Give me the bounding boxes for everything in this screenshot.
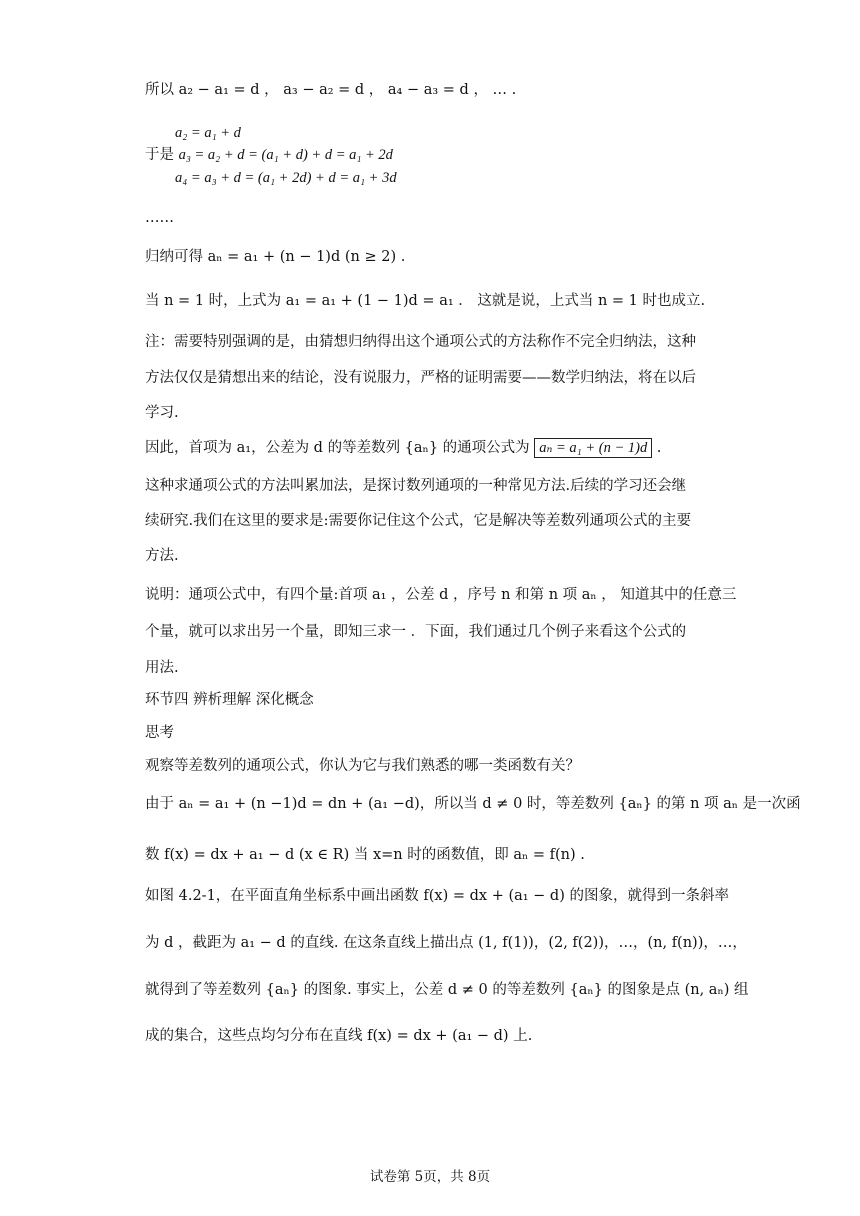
method-line-3: 方法. (145, 548, 179, 564)
formula-statement-text: 因此，首项为 a₁，公差为 d 的等差数列 {aₙ} 的通项公式为 (145, 440, 535, 456)
equation-line-2 (145, 145, 393, 165)
graph-line-3: 就得到了等差数列 {aₙ} 的图象. 事实上，公差 d ≠ 0 的等差数列 {aₙ} 的图象是点 (n, aₙ) 组 (145, 982, 749, 998)
note-line-2: 方法仅仅是猜想出来的结论，没有说服力，严格的证明需要——数学归纳法，将在以后 (145, 370, 696, 386)
graph-line-1: 如图 4.2-1，在平面直角坐标系中画出函数 f(x) = dx + (a₁ − d) 的图象，就得到一条斜率 (145, 888, 729, 904)
equation-prefix: 于是 (145, 147, 179, 163)
equation-line-3: a₄ = a₃ + d = (a₁ + 2d) + d = a₁ + 3d (175, 170, 397, 186)
graph-line-2: 为 d ，截距为 a₁ − d 的直线. 在这条直线上描出点 (1, f(1))，(2, f(2))，…，(n, f(n))，…， (145, 935, 747, 951)
section-heading: 环节四 辨析理解 深化概念 (145, 692, 314, 708)
explain-line-1: 说明：通项公式中，有四个量:首项 a₁ ，公差 d ，序号 n 和第 n 项 aₙ ， 知道其中的任意三 (145, 587, 737, 603)
note-line-1: 注：需要特别强调的是，由猜想归纳得出这个通项公式的方法称作不完全归纳法，这种 (145, 334, 696, 350)
page-footer: 试卷第 5页，共 8页 (369, 1169, 491, 1185)
formula-statement-end: . (652, 440, 662, 456)
think-heading: 思考 (145, 725, 174, 741)
text-line-n-equals-1: 当 n = 1 时，上式为 a₁ = a₁ + (1 − 1)d = a₁ ． 这就是说，上式当 n = 1 时也成立. (145, 293, 706, 309)
text-line-1: 所以 a₂ − a₁ = d ， a₃ − a₂ = d ， a₄ − a₃ = d ， … . (145, 82, 517, 98)
formula-statement (145, 438, 661, 458)
analysis-line-1: 由于 aₙ = a₁ + (n −1)d = dn + (a₁ −d)，所以当 d ≠ 0 时，等差数列 {aₙ} 的第 n 项 aₙ 是一次函 (145, 796, 801, 812)
equation-body: a₃ = a₂ + d = (a₁ + d) + d = a₁ + 2d (178, 147, 393, 163)
method-line-1: 这种求通项公式的方法叫累加法，是探讨数列通项的一种常见方法.后续的学习还会继 (145, 478, 687, 494)
question-line: 观察等差数列的通项公式，你认为它与我们熟悉的哪一类函数有关？ (145, 758, 580, 774)
method-line-2: 续研究.我们在这里的要求是:需要你记住这个公式，它是解决等差数列通项公式的主要 (145, 513, 691, 529)
analysis-line-2: 数 f(x) = dx + a₁ − d (x ∈ R) 当 x=n 时的函数值，即 aₙ = f(n) . (145, 847, 585, 863)
explain-line-2: 个量，就可以求出另一个量，即知三求一 ．下面，我们通过几个例子来看这个公式的 (145, 624, 687, 640)
equation-line-1: a₂ = a₁ + d (175, 125, 241, 141)
text-line-induction: 归纳可得 aₙ = a₁ + (n − 1)d (n ≥ 2) . (145, 249, 406, 265)
ellipsis-line: …… (145, 210, 174, 226)
explain-line-3: 用法. (145, 660, 179, 676)
boxed-formula: aₙ = a₁ + (n − 1)d (534, 438, 652, 458)
graph-line-4: 成的集合，这些点均匀分布在直线 f(x) = dx + (a₁ − d) 上. (145, 1028, 533, 1044)
note-line-3: 学习. (145, 405, 179, 421)
